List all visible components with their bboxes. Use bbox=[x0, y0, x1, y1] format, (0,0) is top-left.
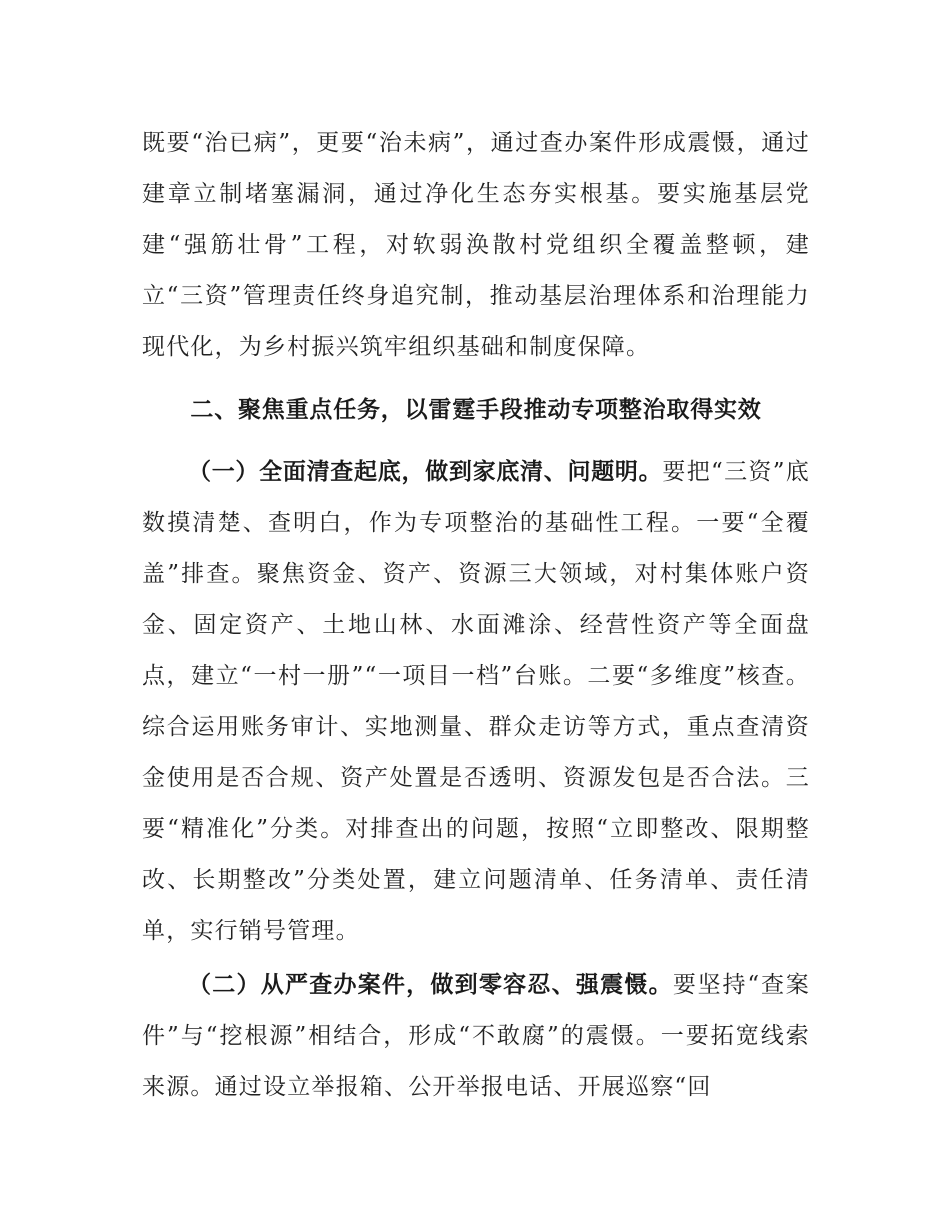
paragraph-lead: （一）全面清查起底，做到家底清、问题明。 bbox=[188, 459, 663, 485]
paragraph-lead: （二）从严查办案件，做到零容忍、强震慑。 bbox=[188, 972, 673, 998]
paragraph-block bbox=[142, 960, 810, 1113]
paragraph-body: 要把“三资”底数摸清楚、查明白，作为专项整治的基础性工程。一要“全覆盖”排查。聚焦资金、资产、资源三大领域，对村集体账户资金、固定资产、土地山林、水面滩涂、经营性资产等全面盘点，建立“一村一册”“一项目一档”台账。二要“多维度”核查。综合运用账务审计、实地测量、群众走访等方式，重点查清资金使用是否合规、资产处置是否透明、资源发包是否合法。三要“精准化”分类。对排查出的问题，按照“立即整改、限期整改、长期整改”分类处置，建立问题清单、任务清单、责任清单，实行销号管理。 bbox=[142, 459, 811, 944]
paragraph-block bbox=[142, 447, 810, 957]
section-heading: 二、聚焦重点任务，以雷霆手段推动专项整治取得实效 bbox=[190, 397, 762, 423]
paragraph bbox=[142, 960, 810, 1113]
paragraph bbox=[142, 447, 810, 957]
intro-paragraph-block bbox=[142, 118, 810, 373]
intro-paragraph: 既要“治已病”，更要“治未病”，通过查办案件形成震慑，通过建章立制堵塞漏洞，通过净化生态夯实根基。要实施基层党建“强筋壮骨”工程，对软弱涣散村党组织全覆盖整顿，建立“三资”管理责任终身追究制，推动基层治理体系和治理能力现代化，为乡村振兴筑牢组织基础和制度保障。 bbox=[142, 130, 810, 360]
paragraph-body: 要坚持“查案件”与“挖根源”相结合，形成“不敢腐”的震慑。一要拓宽线索来源。通过设立举报箱、公开举报电话、开展巡察“回 bbox=[142, 972, 810, 1100]
